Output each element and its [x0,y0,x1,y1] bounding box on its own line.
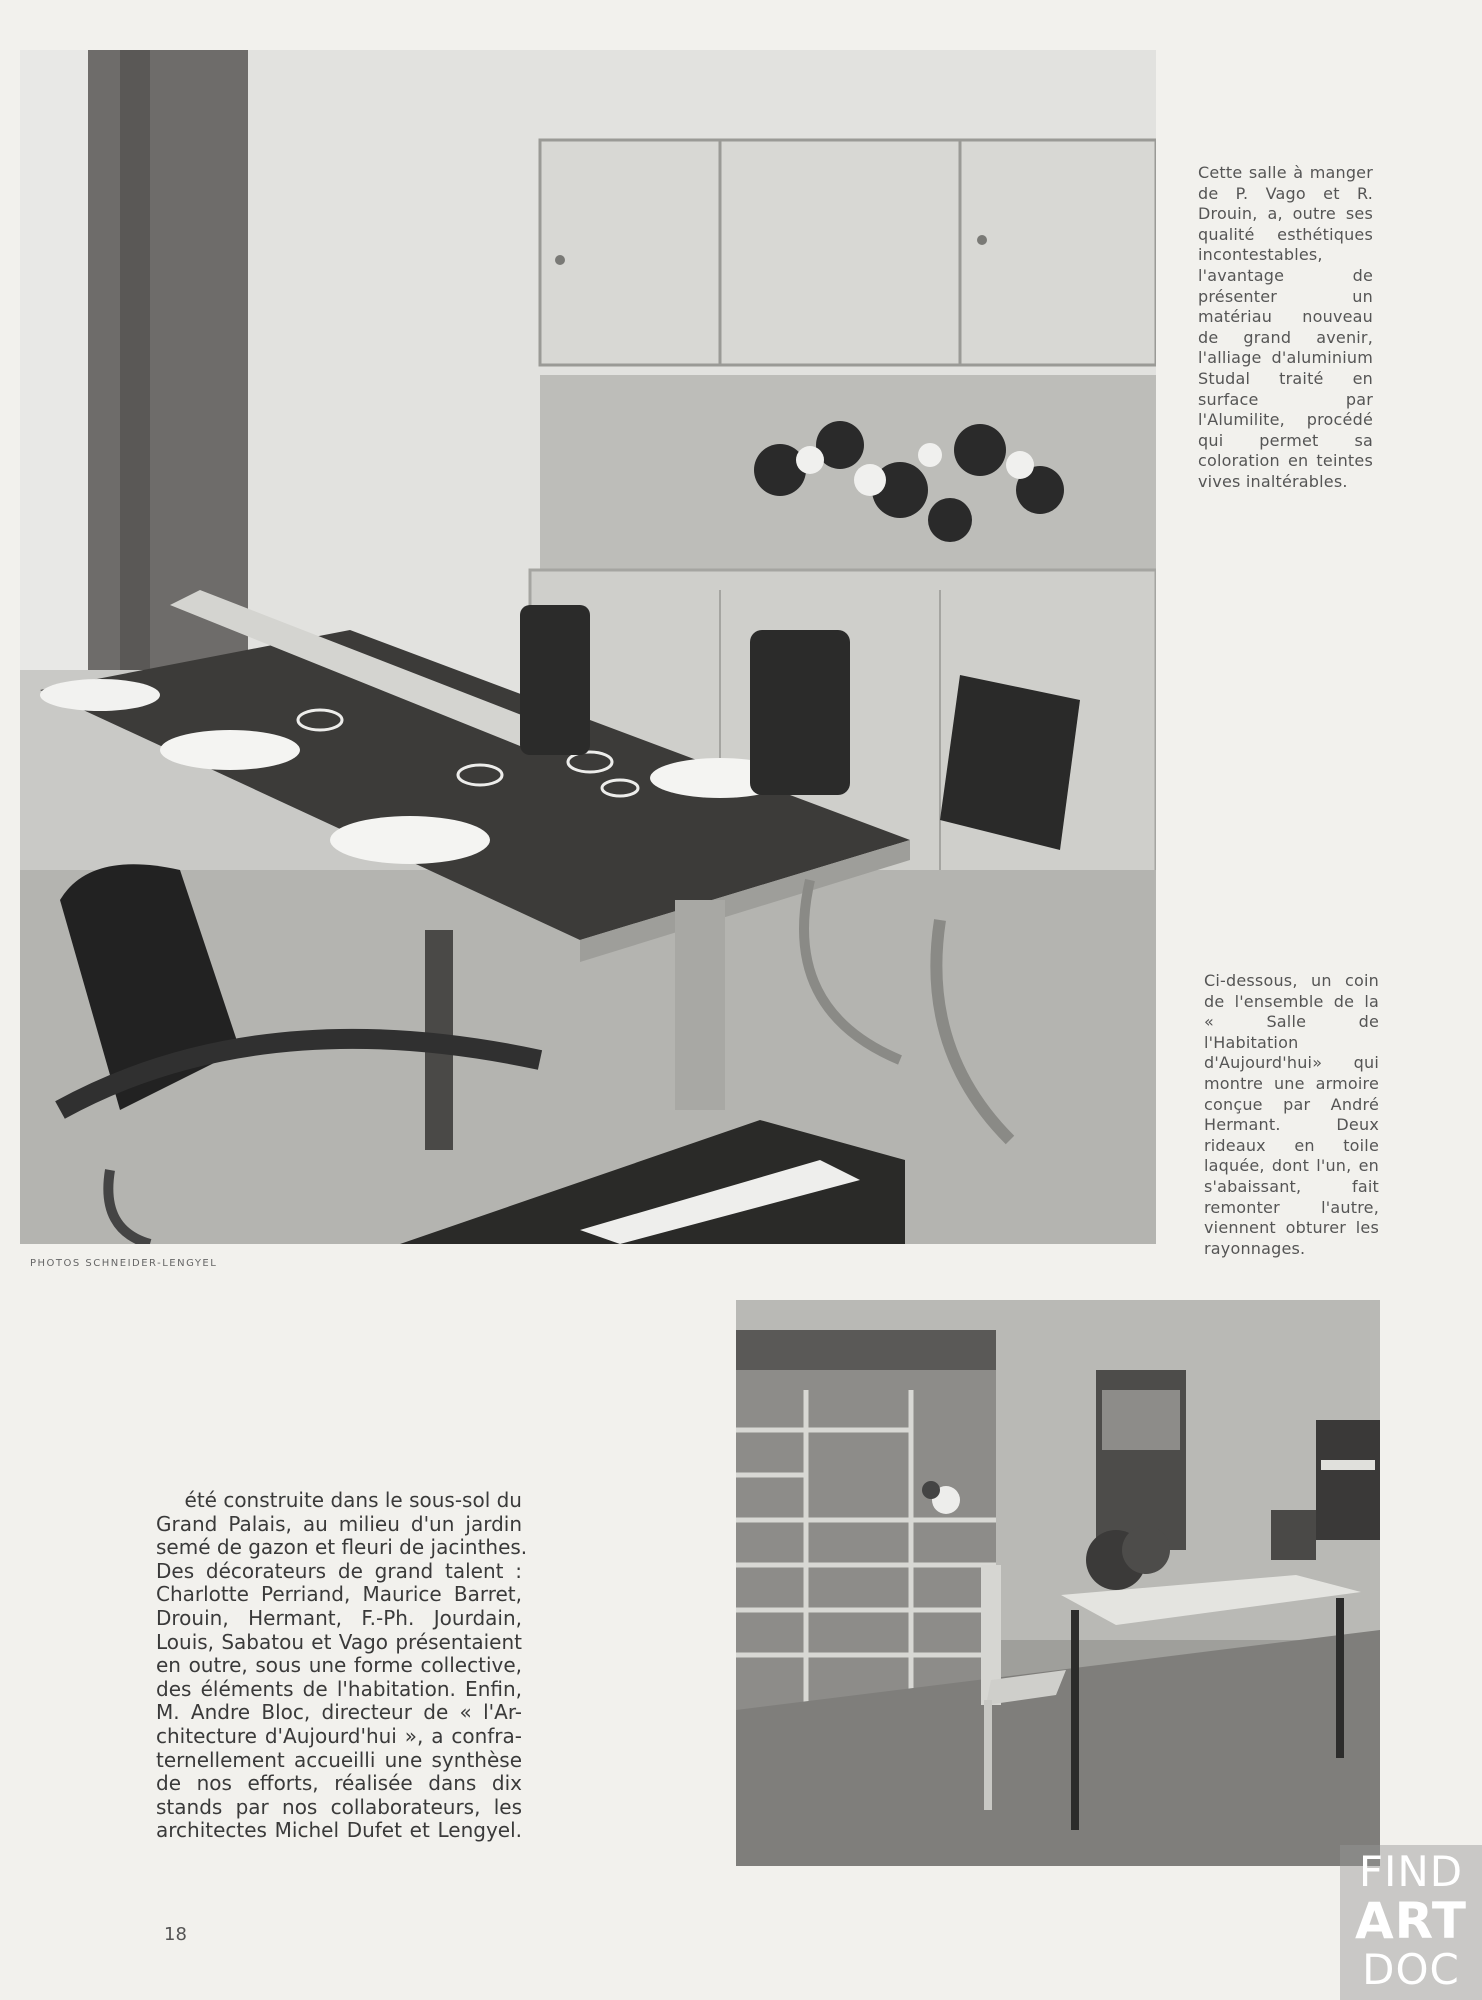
body-line: Grand Palais, au milieu d'un jardin [156,1511,522,1536]
bottom-photo-caption: Ci-dessous, un coin de l'ensemble de la « Salle de l'Habitation d'Aujourd'hui» qui montre une armoire conçue par André Hermant. Deux rideaux en toile laquée, dont l'un, en s'abaissant, fait remonter l'autre, viennent obturer les rayonnages. [1204,971,1379,1258]
photo-credit: PHOTOS SCHNEIDER-LENGYEL [30,1258,218,1269]
body-line: de nos efforts, réalisée dans dix [156,1771,522,1796]
watermark-line-1: FIND [1358,1847,1464,1896]
dining-room-photo [20,50,1156,1244]
body-line: Louis, Sabatou et Vago présentaient [156,1629,522,1654]
body-line: ternellement accueilli une synthèse [156,1747,522,1772]
article-body-text [156,1488,528,1843]
body-line: architectes Michel Dufet et Lengyel. [156,1818,522,1843]
body-line: Drouin, Hermant, F.-Ph. Jourdain, [156,1605,522,1630]
body-line: des éléments de l'habitation. Enfin, [156,1676,522,1701]
findartdoc-watermark [1340,1845,1482,2000]
top-photo-caption: Cette salle à manger de P. Vago et R. Drouin, a, outre ses qualité esthétiques incontestables, l'avantage de présenter un matériau nouveau de grand avenir, l'alliage d'aluminium Studal traité en surface par l'Alumilite, procédé qui permet sa coloration en teintes vives inaltérables. [1198,163,1373,491]
watermark-line-2: ART [1354,1892,1468,1950]
habitation-room-illustration [736,1300,1380,1866]
body-line: chitecture d'Aujourd'hui », a confra- [156,1723,522,1748]
body-line: semé de gazon et fleuri de jacinthes. [156,1535,528,1560]
body-line: M. Andre Bloc, directeur de « l'Ar- [156,1700,522,1725]
body-line: en outre, sous une forme collective, [156,1653,522,1678]
page-number: 18 [164,1924,187,1945]
dining-room-illustration [20,50,1156,1244]
habitation-room-photo [736,1300,1380,1866]
body-line: Des décorateurs de grand talent : [156,1558,522,1583]
body-line: été construite dans le sous-sol du [184,1488,522,1512]
body-line: Charlotte Perriand, Maurice Barret, [156,1582,522,1607]
watermark-line-3: DOC [1362,1945,1460,1994]
body-line: stands par nos collaborateurs, les [156,1794,522,1819]
